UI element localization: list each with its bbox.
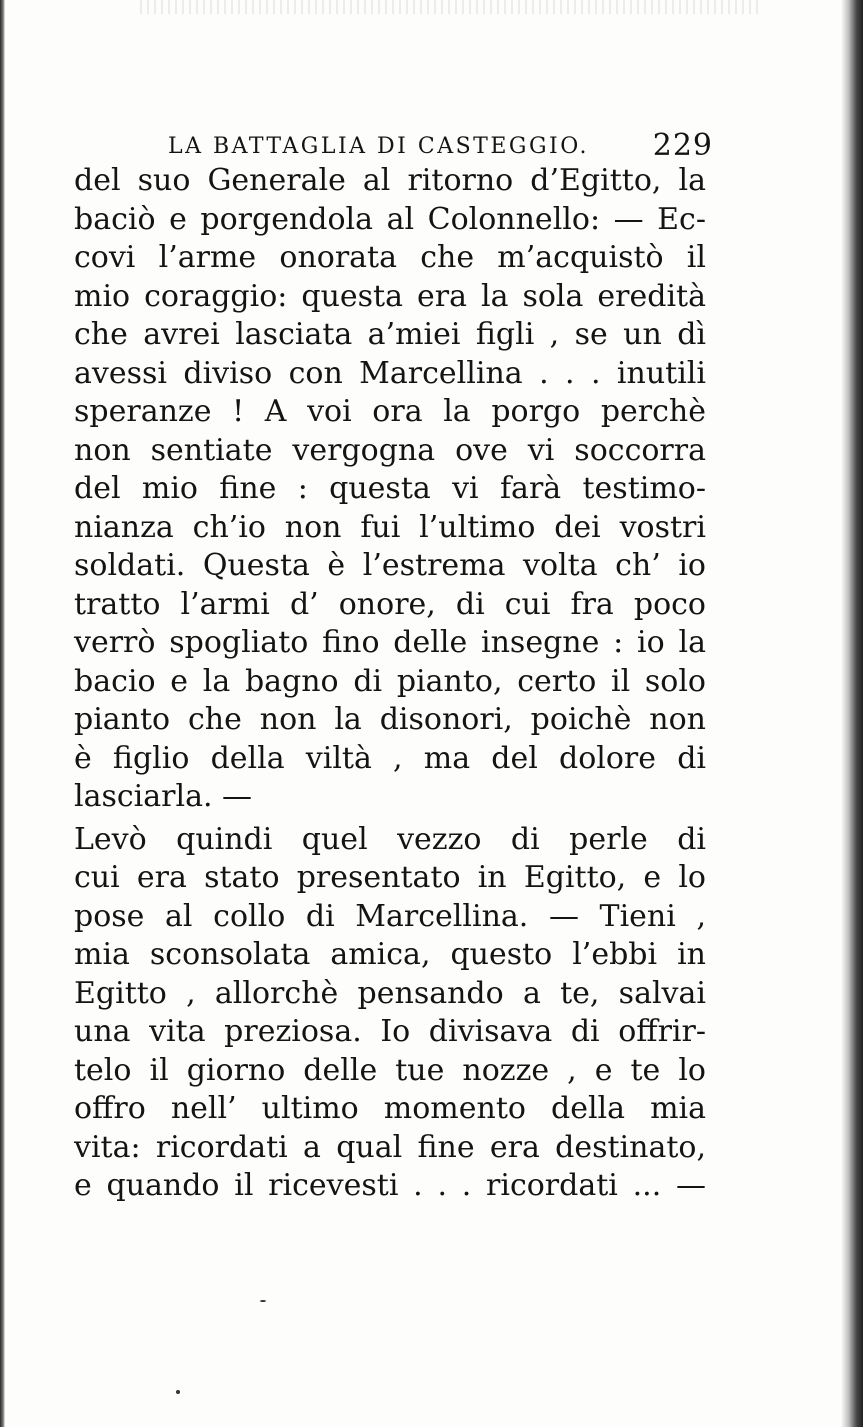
binding-edge-right — [841, 0, 863, 1427]
text-line: del mio fine : questa vi farà testimo- — [74, 471, 706, 506]
text-line: verrò spogliato fino delle insegne : io la — [74, 625, 706, 660]
running-head: LA BATTAGLIA DI CASTEGGIO. — [168, 134, 589, 159]
text-line: covi l’arme onorata che m’acquistò il — [74, 240, 706, 275]
text-line: del suo Generale al ritorno d’Egitto, la — [74, 163, 706, 198]
text-line: telo il giorno delle tue nozze , e te lo — [74, 1052, 706, 1088]
body-text — [74, 162, 706, 1206]
text-line: tratto l’armi d’ onore, di cui fra poco — [74, 586, 706, 622]
text-line: Levò quindi quel vezzo di perle di — [74, 821, 706, 857]
text-line: e quando il ricevesti . . . ricordati ... — — [74, 1168, 706, 1203]
text-line: offro nell’ ultimo momento della mia — [74, 1091, 706, 1126]
text-line: pose al collo di Marcellina. — Tieni , — [74, 898, 706, 934]
text-line: vita: ricordati a qual fine era destinato, — [74, 1129, 706, 1165]
text-line: baciò e porgendola al Colonnello: — Ec- — [74, 201, 706, 237]
text-line: Egitto , allorchè pensando a te, salvai — [74, 975, 706, 1011]
text-line: bacio e la bagno di pianto, certo il solo — [74, 663, 706, 699]
scan-speck — [260, 1300, 266, 1302]
text-line: cui era stato presentato in Egitto, e lo — [74, 860, 706, 895]
paragraph-2 — [74, 821, 706, 1206]
text-line: soldati. Questa è l’estrema volta ch’ io — [74, 548, 706, 583]
text-line: pianto che non la disonori, poichè non — [74, 702, 706, 737]
text-line: avessi diviso con Marcellina . . . inutili — [74, 355, 706, 391]
binding-edge-left — [0, 0, 5, 1427]
paragraph-1 — [74, 162, 706, 817]
text-line: mia sconsolata amica, questo l’ebbi in — [74, 937, 706, 972]
text-line: è figlio della viltà , ma del dolore di — [74, 740, 706, 776]
text-line: lasciarla. — — [74, 779, 253, 814]
page-number: 229 — [652, 128, 713, 163]
text-line: mio coraggio: questa era la sola eredità — [74, 278, 706, 314]
text-line: nianza ch’io non fui l’ultimo dei vostri — [74, 509, 706, 545]
text-line: speranze ! A voi ora la porgo perchè — [74, 394, 706, 429]
scan-speck — [176, 1390, 180, 1394]
text-line: una vita preziosa. Io divisava di offrir- — [74, 1014, 706, 1049]
text-line: non sentiate vergogna ove vi soccorra — [74, 432, 706, 468]
scan-noise — [140, 0, 760, 14]
text-line: che avrei lasciata a’miei figli , se un dì — [74, 317, 706, 352]
